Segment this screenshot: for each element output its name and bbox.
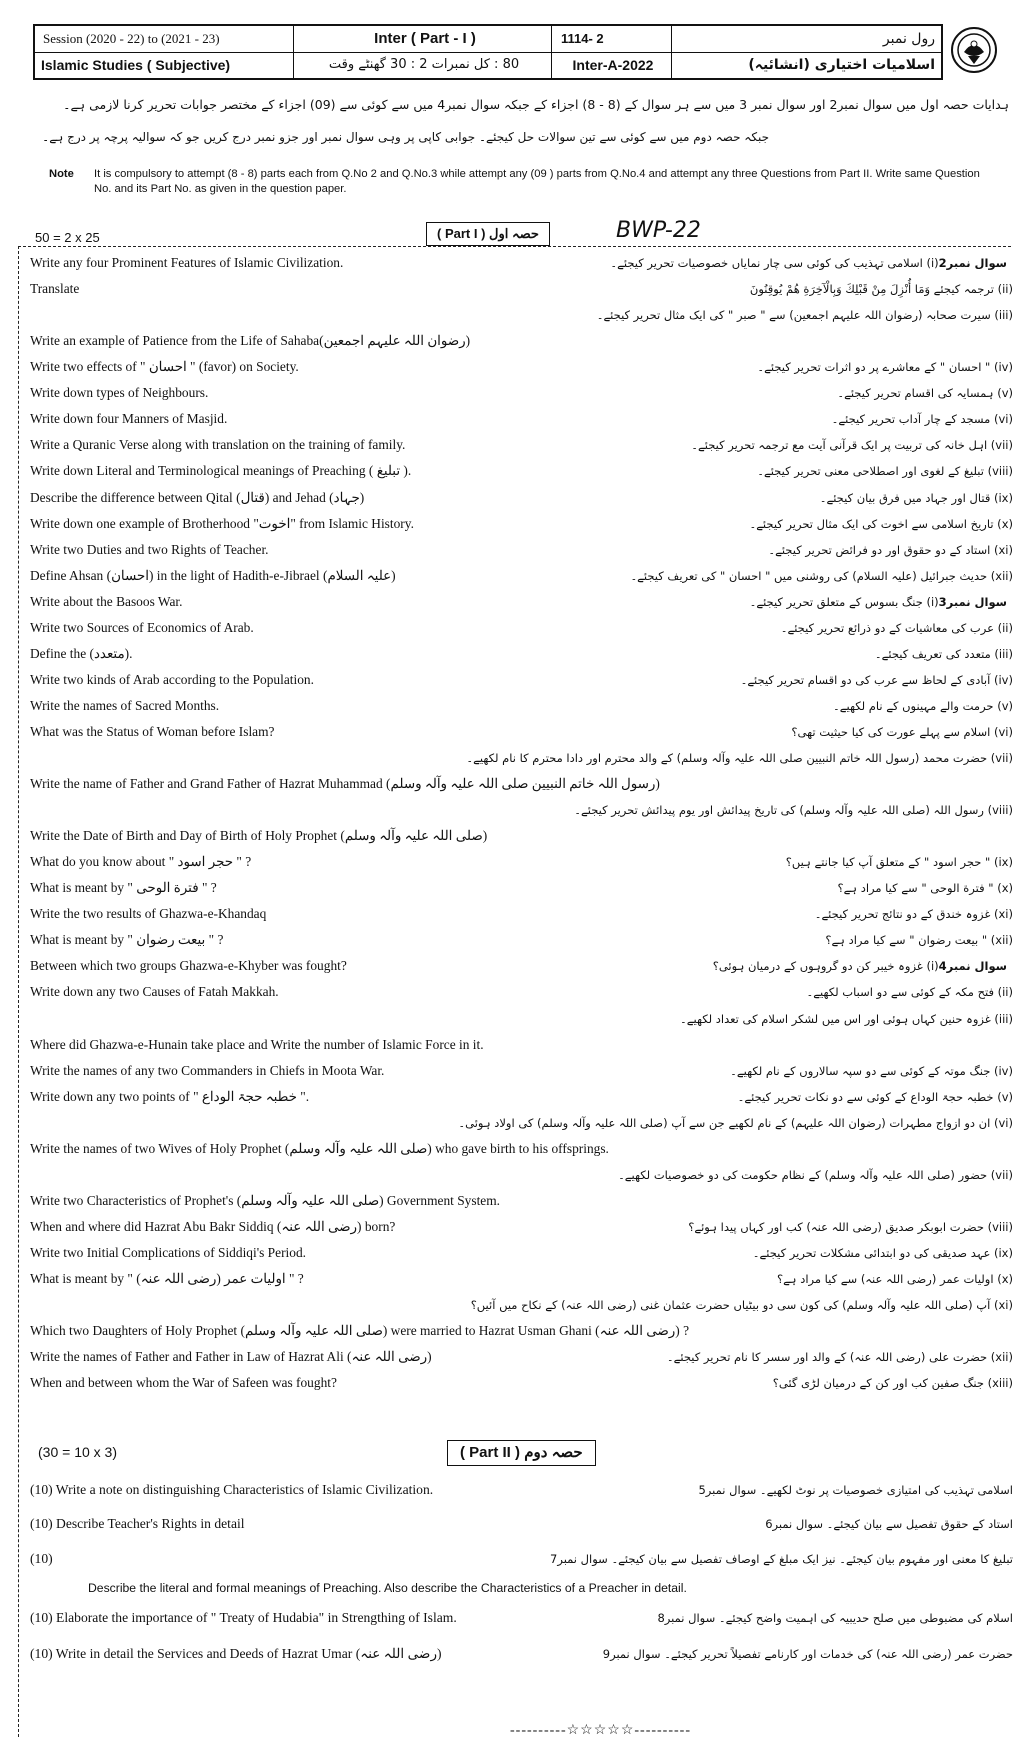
question-line — [30, 1165, 1013, 1185]
question-text-en: What do you know about " حجر اسود " ? — [30, 854, 252, 870]
question-text-ur — [688, 1217, 1013, 1237]
note-text: It is compulsory to attempt (8 - 8) parts each from Q.No 2 and Q.No.3 while attempt any (09 ) parts from Q.No.4 and attempt any three Questions from Part II. Write same Question No. and its Part No. as given in the question paper. — [94, 168, 980, 195]
question-line — [30, 383, 1013, 403]
question-text-ur-body: (ix) " حجر اسود " کے متعلق آپ کیا جانتے ہیں؟ — [785, 855, 1013, 870]
question-text-en: Write two Characteristics of Prophet's (صلی اللہ علیہ وآلہ وسلم) Government System. — [30, 1192, 500, 1208]
question-text-ur-body: (vi) اسلام سے پہلے عورت کی کیا حیثیت تھی؟ — [791, 724, 1013, 739]
question-text-en: Write down types of Neighbours. — [30, 385, 209, 401]
long-question-line — [30, 1479, 1013, 1501]
question-text-en: Define Ahsan (احسان) in the light of Hadith-e-Jibrael (علیہ السلام) — [30, 567, 396, 583]
long-question-line — [30, 1513, 1013, 1535]
question-text-ur — [757, 357, 1013, 377]
question-line — [30, 696, 1013, 716]
question-line — [30, 461, 1013, 481]
question-text-ur — [713, 956, 1013, 976]
question-text-en: What is meant by " اولیات عمر (رضی اللہ عنہ) " ? — [30, 1271, 304, 1286]
question-line — [30, 800, 1013, 820]
question-text-en: Where did Ghazwa-e-Hunain take place and Write the number of Islamic Force in it. — [30, 1036, 484, 1052]
question-text-ur — [730, 1061, 1013, 1081]
question-text-ur — [750, 592, 1013, 612]
question-text-ur — [781, 618, 1013, 638]
question-text-en: Write two effects of " احسان " (favor) on Society. — [30, 359, 299, 375]
long-question-en: (10) Write in detail the Services and Deeds of Hazrat Umar (رضی اللہ عنہ) — [30, 1646, 442, 1661]
question-line — [30, 1373, 1013, 1393]
question-text-ur-body: (xii) حضرت علی (رضی اللہ عنہ) کے والد اور سسر کا نام تحریر کیجئے۔ — [666, 1350, 1013, 1365]
question-text-ur — [471, 1295, 1013, 1315]
question-text-ur-body: (iii) متعدد کی تعریف کیجئے۔ — [874, 646, 1013, 661]
question-text-ur-body: (xi) آپ (صلی اللہ علیہ وآلہ وسلم) کی کون سی دو بیٹیاں حضرت عثمان غنی (رضی اللہ عنہ) کے نکاح میں آئیں؟ — [470, 1298, 1013, 1312]
question-text-ur — [610, 253, 1013, 273]
question-text-en: Write the name of Father and Grand Father of Hazrat Muhammad (رسول اللہ خاتم النبیین صلی اللہ علیہ وآلہ وسلم) — [30, 776, 660, 791]
board-logo-icon — [950, 26, 998, 74]
question-text-ur — [820, 488, 1013, 508]
question-text-ur — [768, 540, 1013, 560]
part2-marks: (30 = 10 x 3) — [38, 1444, 117, 1460]
paper-code: 1114- 2 — [561, 31, 604, 46]
question-line — [30, 930, 1013, 950]
question-text-ur — [815, 904, 1013, 924]
question-text-ur — [875, 644, 1013, 664]
subject-ur: اسلامیات اختیاری (انشائیہ) — [748, 57, 935, 73]
question-text-ur — [458, 1113, 1013, 1133]
question-line — [30, 409, 1013, 429]
question-text-en: Between which two groups Ghazwa-e-Khyber was fought? — [30, 958, 347, 974]
question-text-ur-body: (ix) قتال اور جہاد میں فرق بیان کیجئے۔ — [819, 490, 1013, 505]
question-text-ur — [837, 878, 1013, 898]
question-text-ur-body: (xii) حدیث جبرائیل (علیہ السلام) کی روشنی میں " احسان " کی تعریف کیجئے۔ — [630, 568, 1013, 583]
question-text-ur — [807, 982, 1013, 1002]
long-question-en: Describe the literal and formal meanings of Preaching. Also describe the Characteristics of a Preacher in detail. — [88, 1581, 687, 1595]
roll-no-label: رول نمبر — [882, 31, 935, 47]
question-line — [30, 1217, 1013, 1237]
question-text-ur — [667, 1347, 1013, 1367]
question-text-ur-body: (vi) مسجد کے چار آداب تحریر کیجئے۔ — [831, 412, 1013, 427]
question-text-en: What is meant by " فترة الوحی " ? — [30, 880, 217, 896]
question-text-ur-body: (v) خطبہ حجۃ الوداع کے کوئی سے دو نکات تحریر کیجئے۔ — [737, 1089, 1013, 1104]
question-text-en: Write the names of two Wives of Holy Prophet (صلی اللہ علیہ وآلہ وسلم) who gave birth to his offsprings. — [30, 1140, 609, 1156]
long-question-ur: تبلیغ کا معنی اور مفہوم بیان کیجئے۔ نیز ایک مبلغ کے اوصاف تفصیل سے بیان کیجئے۔ سوال نمبر7 — [550, 1552, 1013, 1566]
question-line — [30, 566, 1013, 586]
question-text-ur — [825, 930, 1013, 950]
question-text-en: Write the names of Father and Father in Law of Hazrat Ali (رضی اللہ عنہ) — [30, 1349, 432, 1365]
question-line — [30, 1139, 1013, 1159]
question-text-ur — [837, 383, 1013, 403]
question-text-en: Write the Date of Birth and Day of Birth of Holy Prophet (صلی اللہ علیہ وآلہ وسلم) — [30, 828, 488, 844]
question-line — [30, 722, 1013, 742]
question-text-en: Write any four Prominent Features of Islamic Civilization. — [30, 255, 344, 270]
long-question-ur: حضرت عمر (رضی اللہ عنہ) کی خدمات اور کارنامے تفصیلاً تحریر کیجئے۔ سوال نمبر9 — [602, 1647, 1013, 1661]
question-text-ur-body: (vii) اہل خانہ کی تربیت پر ایک قرآنی آیت مع ترجمہ تحریر کیجئے۔ — [691, 438, 1013, 453]
long-question-en: (10) Write a note on distinguishing Characteristics of Islamic Civilization. — [30, 1482, 434, 1497]
question-text-ur-body: (i) غزوہ خیبر کن دو گروہوں کے درمیان ہوئی؟ — [712, 959, 939, 974]
handwritten-code: BWP-22 — [616, 218, 701, 243]
long-question-en: (10) Describe Teacher's Rights in detail — [30, 1516, 245, 1531]
question-text-en: Write two kinds of Arab according to the Population. — [30, 671, 314, 687]
long-question-ur: اسلام کی مضبوطی میں صلح حدیبیہ کی اہمیت واضح کیجئے۔ سوال نمبر8 — [657, 1611, 1013, 1625]
question-text-en: Write the names of any two Commanders in Chiefs in Moota War. — [30, 1062, 385, 1078]
question-text-ur-body: (vii) حضور (صلی اللہ علیہ وآلہ وسلم) کے نظام حکومت کی دو خصوصیات لکھیے۔ — [618, 1167, 1013, 1182]
question-line — [30, 852, 1013, 872]
question-line — [30, 435, 1013, 455]
question-text-en: Write down any two Causes of Fatah Makkah. — [30, 984, 279, 1000]
question-text-ur-body: (i) اسلامی تہذیب کی کوئی سی چار نمایاں خصوصیات تحریر کیجئے۔ — [610, 256, 939, 270]
question-text-en: Write down one example of Brotherhood "اخوت" from Islamic History. — [30, 515, 414, 531]
question-text-ur-body: (x) اولیات عمر (رضی اللہ عنہ) سے کیا مراد ہے؟ — [776, 1272, 1013, 1286]
question-text-en: What was the Status of Woman before Islam? — [30, 723, 275, 739]
question-text-ur-body: (iii) سیرت صحابہ (رضوان اللہ علیہم اجمعین) سے " صبر " کی ایک مثال تحریر کیجئے۔ — [596, 308, 1013, 323]
inter-code: Inter-A-2022 — [572, 57, 654, 73]
question-text-ur — [466, 748, 1013, 768]
question-line — [30, 618, 1013, 638]
question-line — [30, 982, 1013, 1002]
instructions-urdu-2: جبکہ حصہ دوم میں سے کوئی سے تین سوالات حل کیجئے۔ جوابی کاپی پر وہی سوال نمبر اور جزو نمبر درج کریں جو کہ سوالیہ پرچہ پر درج ہے۔ — [42, 130, 769, 144]
question-text-en: Write the names of Sacred Months. — [30, 697, 220, 713]
question-line — [30, 1295, 1013, 1315]
question-number-ur: سوال نمبر3 — [938, 594, 1007, 609]
question-text-ur — [618, 1165, 1013, 1185]
question-line — [30, 1035, 1013, 1055]
question-text-ur — [574, 800, 1013, 820]
question-text-ur — [777, 1269, 1013, 1289]
question-text-ur-body: (ii) ترجمہ کیجئے وَمَا أُنْزِلَ مِنْ قَبْلِكَ وَبِالْآخِرَةِ هُمْ يُوقِنُونَ — [749, 282, 1013, 297]
question-text-en: Write down any two points of " خطبہ حجۃ الوداع ". — [30, 1088, 310, 1104]
question-text-ur-body: (vii) حضرت محمد (رسول اللہ خاتم النبیین صلی اللہ علیہ وآلہ وسلم) کے والد محترم اور دادا محترم کا نام لکھیے۔ — [466, 751, 1013, 765]
question-line — [30, 1113, 1013, 1133]
end-mark: ----------☆☆☆☆☆---------- — [510, 1723, 691, 1738]
question-number-ur: سوال نمبر4 — [938, 959, 1007, 974]
question-text-ur — [750, 279, 1013, 299]
question-text-ur — [832, 409, 1013, 429]
question-text-ur — [630, 566, 1013, 586]
long-question-line — [30, 1607, 1013, 1629]
question-text-en: Define the (متعدد). — [30, 645, 133, 661]
question-line — [30, 1347, 1013, 1367]
exam-title: Inter ( Part - I ) — [374, 30, 476, 47]
question-text-ur-body: (xii) " بیعت رضوان " سے کیا مراد ہے؟ — [825, 933, 1013, 948]
question-text-en: Write down Literal and Terminological meanings of Preaching ( تبلیغ ). — [30, 463, 412, 479]
question-text-ur-body: (ii) عرب کی معاشیات کے دو ذرائع تحریر کیجئے۔ — [780, 620, 1013, 635]
header-table — [33, 24, 943, 80]
question-line — [30, 904, 1013, 924]
question-text-ur — [757, 461, 1013, 481]
question-line — [30, 644, 1013, 664]
question-text-ur — [753, 1243, 1013, 1263]
question-text-ur-body: (viii) حضرت ابوبکر صدیق (رضی اللہ عنہ) کب اور کہاں پیدا ہوئے؟ — [688, 1219, 1013, 1234]
question-line — [30, 488, 1013, 508]
question-text-ur-body: (iv) جنگ موتہ کے کوئی سے دو سپہ سالاروں کے نام لکھیے۔ — [730, 1063, 1013, 1078]
question-text-ur-body: (xiii) جنگ صفین کب اور کن کے درمیان لڑی گئی؟ — [772, 1376, 1013, 1391]
part2-label: ( Part II ) حصہ دوم — [447, 1440, 596, 1466]
question-text-en: What is meant by " بیعت رضوان " ? — [30, 932, 224, 948]
question-line — [30, 305, 1013, 325]
instructions-urdu-1: ہدایات حصہ اول میں سوال نمبر2 اور سوال نمبر 3 میں سے ہر سوال کے (8 - 8) اجزاء کے جبکہ سوال نمبر4 میں سے کوئی سے (09) اجزاء کے مختصر جوابات تحریر کرنا لازمی ہے۔ — [63, 97, 1009, 112]
time-marks: 80 : کل نمبرات 2 : 30 گھنٹے وقت — [328, 57, 520, 72]
question-text-ur-body: (viii) رسول اللہ (صلی اللہ علیہ وآلہ وسلم) کی تاریخ پیدائش اور یوم پیدائش تحریر کیجئے۔ — [574, 803, 1013, 818]
question-line — [30, 592, 1013, 612]
question-line — [30, 279, 1013, 299]
question-line — [30, 1321, 1013, 1341]
question-text-ur-body: (i) جنگ بسوس کے متعلق تحریر کیجئے۔ — [749, 594, 939, 609]
long-question-en: (10) — [30, 1551, 53, 1566]
question-text-ur-body: (x) تاریخ اسلامی سے اخوت کی ایک مثال تحریر کیجئے۔ — [749, 516, 1013, 531]
question-text-ur-body: (x) " فترة الوحی " سے کیا مراد ہے؟ — [837, 881, 1013, 896]
question-line — [30, 1087, 1013, 1107]
question-text-ur-body: (xi) غزوہ خندق کے دو نتائج تحریر کیجئے۔ — [814, 907, 1013, 922]
question-text-en: When and between whom the War of Safeen was fought? — [30, 1375, 337, 1391]
long-question-line — [30, 1577, 1013, 1599]
question-text-en: When and where did Hazrat Abu Bakr Siddiq (رضی اللہ عنہ) born? — [30, 1218, 396, 1234]
note-label: Note — [49, 168, 74, 180]
question-line — [30, 1009, 1013, 1029]
question-text-en: Write a Quranic Verse along with translation on the training of family. — [30, 437, 406, 453]
question-text-en: Write two Duties and two Rights of Teacher. — [30, 541, 269, 557]
question-line — [30, 1243, 1013, 1263]
question-line — [30, 1191, 1013, 1211]
question-line — [30, 331, 1013, 351]
question-text-en: Write the two results of Ghazwa-e-Khandaq — [30, 906, 267, 922]
question-number-ur: سوال نمبر2 — [938, 256, 1007, 270]
question-line — [30, 1061, 1013, 1081]
question-text-ur-body: (iv) آبادی کے لحاظ سے عرب کی دو اقسام تحریر کیجئے۔ — [740, 672, 1013, 687]
question-text-ur — [741, 670, 1013, 690]
part1-label: ( Part I ) حصہ اول — [426, 222, 550, 246]
question-text-ur-body: (ii) فتح مکہ کے کوئی سے دو اسباب لکھیے۔ — [806, 985, 1013, 1000]
question-text-en: Write down four Manners of Masjid. — [30, 411, 228, 427]
question-line — [30, 878, 1013, 898]
question-text-en: Which two Daughters of Holy Prophet (صلی اللہ علیہ وآلہ وسلم) were married to Hazrat Usman Ghani (رضی اللہ عنہ) ? — [30, 1323, 690, 1338]
subject-en: Islamic Studies ( Subjective) — [41, 57, 231, 73]
question-text-ur-body: (xi) استاد کے دو حقوق اور دو فرائض تحریر کیجئے۔ — [768, 542, 1013, 557]
question-text-ur-body: (ix) عہد صدیقی کی دو ابتدائی مشکلات تحریر کیجئے۔ — [752, 1245, 1013, 1260]
question-line — [30, 540, 1013, 560]
question-text-en: Write an example of Patience from the Life of Sahaba(رضوان اللہ علیہم اجمعین) — [30, 333, 471, 349]
long-question-ur: اسلامی تہذیب کی امتیازی خصوصیات پر نوٹ لکھیے۔ سوال نمبر5 — [698, 1483, 1013, 1497]
long-question-en: (10) Elaborate the importance of " Treaty of Hudabia" in Strengthing of Islam. — [30, 1610, 457, 1625]
question-line — [30, 826, 1013, 846]
question-text-ur — [680, 1009, 1013, 1029]
question-text-en: Write about the Basoos War. — [30, 593, 183, 609]
question-text-en: Write two Initial Complications of Siddiqi's Period. — [30, 1244, 306, 1260]
question-text-ur — [749, 514, 1013, 534]
session-text: Session (2020 - 22) to (2021 - 23) — [43, 31, 220, 46]
question-line — [30, 748, 1013, 768]
question-line — [30, 253, 1013, 273]
question-text-en: Translate — [30, 281, 80, 297]
question-text-ur-body: (vi) ان دو ازواج مطہرات (رضوان اللہ علیہم) کے نام لکھیے جن سے آپ (صلی اللہ علیہ وآلہ وسلم) کی اولاد ہوئی۔ — [458, 1115, 1013, 1130]
question-text-ur — [691, 435, 1013, 455]
question-line — [30, 357, 1013, 377]
question-text-ur — [833, 696, 1013, 716]
question-line — [30, 1269, 1013, 1289]
question-text-ur — [786, 852, 1013, 872]
question-text-ur-body: (iv) " احسان " کے معاشرے پر دو اثرات تحریر کیجئے۔ — [757, 360, 1013, 375]
question-text-en: Write two Sources of Economics of Arab. — [30, 619, 254, 635]
question-text-ur — [597, 305, 1013, 325]
question-text-ur-body: (viii) تبلیغ کے لغوی اور اصطلاحی معنی تحریر کیجئے۔ — [757, 464, 1013, 479]
question-text-ur-body: (v) حرمت والے مہینوں کے نام لکھیے۔ — [833, 698, 1013, 713]
long-question-line — [30, 1548, 1013, 1570]
question-text-ur — [773, 1373, 1013, 1393]
question-text-ur-body: (iii) غزوہ حنین کہاں ہوئی اور اس میں لشکر اسلام کی تعداد لکھیے۔ — [680, 1011, 1013, 1026]
question-text-ur-body: (v) ہمسایہ کی اقسام تحریر کیجئے۔ — [837, 386, 1013, 401]
question-line — [30, 670, 1013, 690]
question-text-ur — [738, 1087, 1013, 1107]
question-line — [30, 956, 1013, 976]
question-text-en: Describe the difference between Qital (قتال) and Jehad (جہاد) — [30, 489, 365, 505]
part1-marks: 50 = 2 x 25 — [35, 230, 100, 245]
long-question-ur: استاد کے حقوق تفصیل سے بیان کیجئے۔ سوال نمبر6 — [765, 1517, 1013, 1531]
question-line — [30, 514, 1013, 534]
question-line — [30, 774, 1013, 794]
long-question-line — [30, 1643, 1013, 1665]
question-text-ur — [791, 722, 1013, 742]
